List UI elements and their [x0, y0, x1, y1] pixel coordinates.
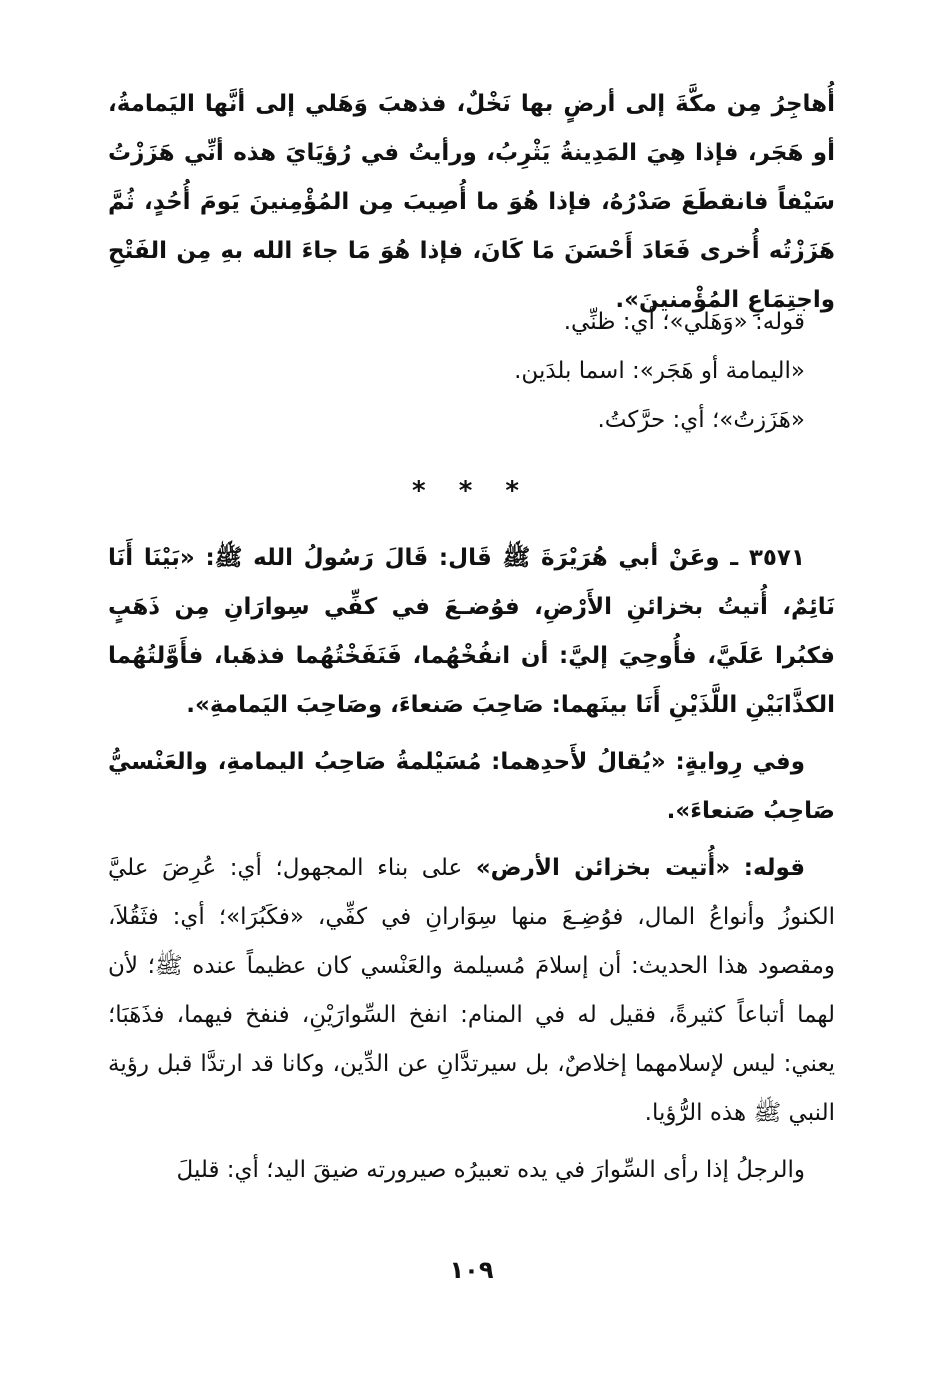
commentary-quote: «أُتيت بخزائن الأرض» [475, 855, 731, 881]
hadith-number: ٣٥٧١ [748, 545, 806, 571]
commentary-prefix: قوله: [743, 855, 806, 881]
opening-paragraph [108, 80, 835, 325]
page-number: ١٠٩ [449, 1256, 494, 1284]
gloss-yamama: «اليمامة أو هَجَر»: اسما بلدَين. [514, 358, 805, 384]
commentary-paragraph [108, 844, 835, 1138]
hadith-paragraph [108, 534, 835, 730]
gloss-wahli: قوله: «وَهَلي»؛ أي: ظنِّي. [563, 309, 805, 335]
commentary-text: على بناء المجهول؛ أي: عُرِضَ عليَّ الكنوزُ وأنواعُ المال، فوُضِـعَ منها سِوَارانِ في كفِّي، «فكَبُرَا»؛ أي: فثَقُلاَ، ومقصود هذا الحديث: أن إسلامَ مُسيلمة والعَنْسي كان عظيماً عنده ﷺ؛ لأن لهما أتباعاً كثيرةً، فقيل له في المنام: انفخ السِّوارَيْنِ، فنفخ فيهما، فذَهَبَا؛ يعني: ليس لإسلامهما إخلاصٌ، بل سيرتدَّانِ عن الدِّين، وكانا قد ارتدَّا قبل رؤية النبي ﷺ هذه الرُّؤيا. [108, 855, 835, 1126]
section-separator: * * * [412, 476, 531, 506]
commentary-paragraph-2: والرجلُ إذا رأى السِّوارَ في يده تعبيرُه صيرورته ضيقَ اليد؛ أي: قليلَ [176, 1157, 805, 1183]
hadith-continuation-text: أُهاجِرُ مِن مكَّةَ إلى أرضٍ بها نَخْلٌ، فذهبَ وَهَلي إلى أنَّها اليَمامةُ، أو هَجَر، فإذا هِيَ المَدِينةُ يَثْرِبُ، ورأيتُ في رُؤيَايَ هذه أنِّي هَزَزْتُ سَيْفاً فانقطَعَ صَدْرُهُ، فإذا هُوَ ما أُصِيبَ مِن المُؤْمِنينَ يَومَ أُحُدٍ، ثُمَّ هَزَزْتُه أُخرى فَعَادَ أَحْسَنَ مَا كَانَ، فإذا هُوَ مَا جاءَ الله بهِ مِن الفَتْحِ واجتِمَاعِ المُؤْمنينَ». [108, 91, 835, 313]
hadith-3571-section [108, 534, 835, 1195]
riwaya-paragraph: وفي رِوايةٍ: «يُقالُ لأَحدِهما: مُسَيْلمةُ صَاحِبُ اليمامةِ، والعَنْسيُّ صَاحِبُ صَنعاءَ». [108, 749, 835, 824]
glosses [108, 298, 835, 445]
hadith-text: ـ وعَنْ أبي هُرَيْرَةَ ﷺ قَال: قَالَ رَسُولُ الله ﷺ: «بَيْنَا أَنَا نَائِمٌ، أُتيتُ بخزائنِ الأَرْضِ، فوُضـعَ في كفِّي سِوارَانِ مِن ذَهَبٍ فكبُرا عَلَيَّ، فأُوحِيَ إليَّ: أن انفُخْهُما، فَنَفَخْتُهُما فذهَبا، فأَوَّلتُهُما الكذَّابَيْنِ اللَّذَيْنِ أَنَا بينَهما: صَاحِبَ صَنعاءَ، وصَاحِبَ اليَمامةِ». [108, 545, 835, 718]
gloss-hazazt: «هَزَزتُ»؛ أي: حرَّكتُ. [597, 407, 805, 433]
